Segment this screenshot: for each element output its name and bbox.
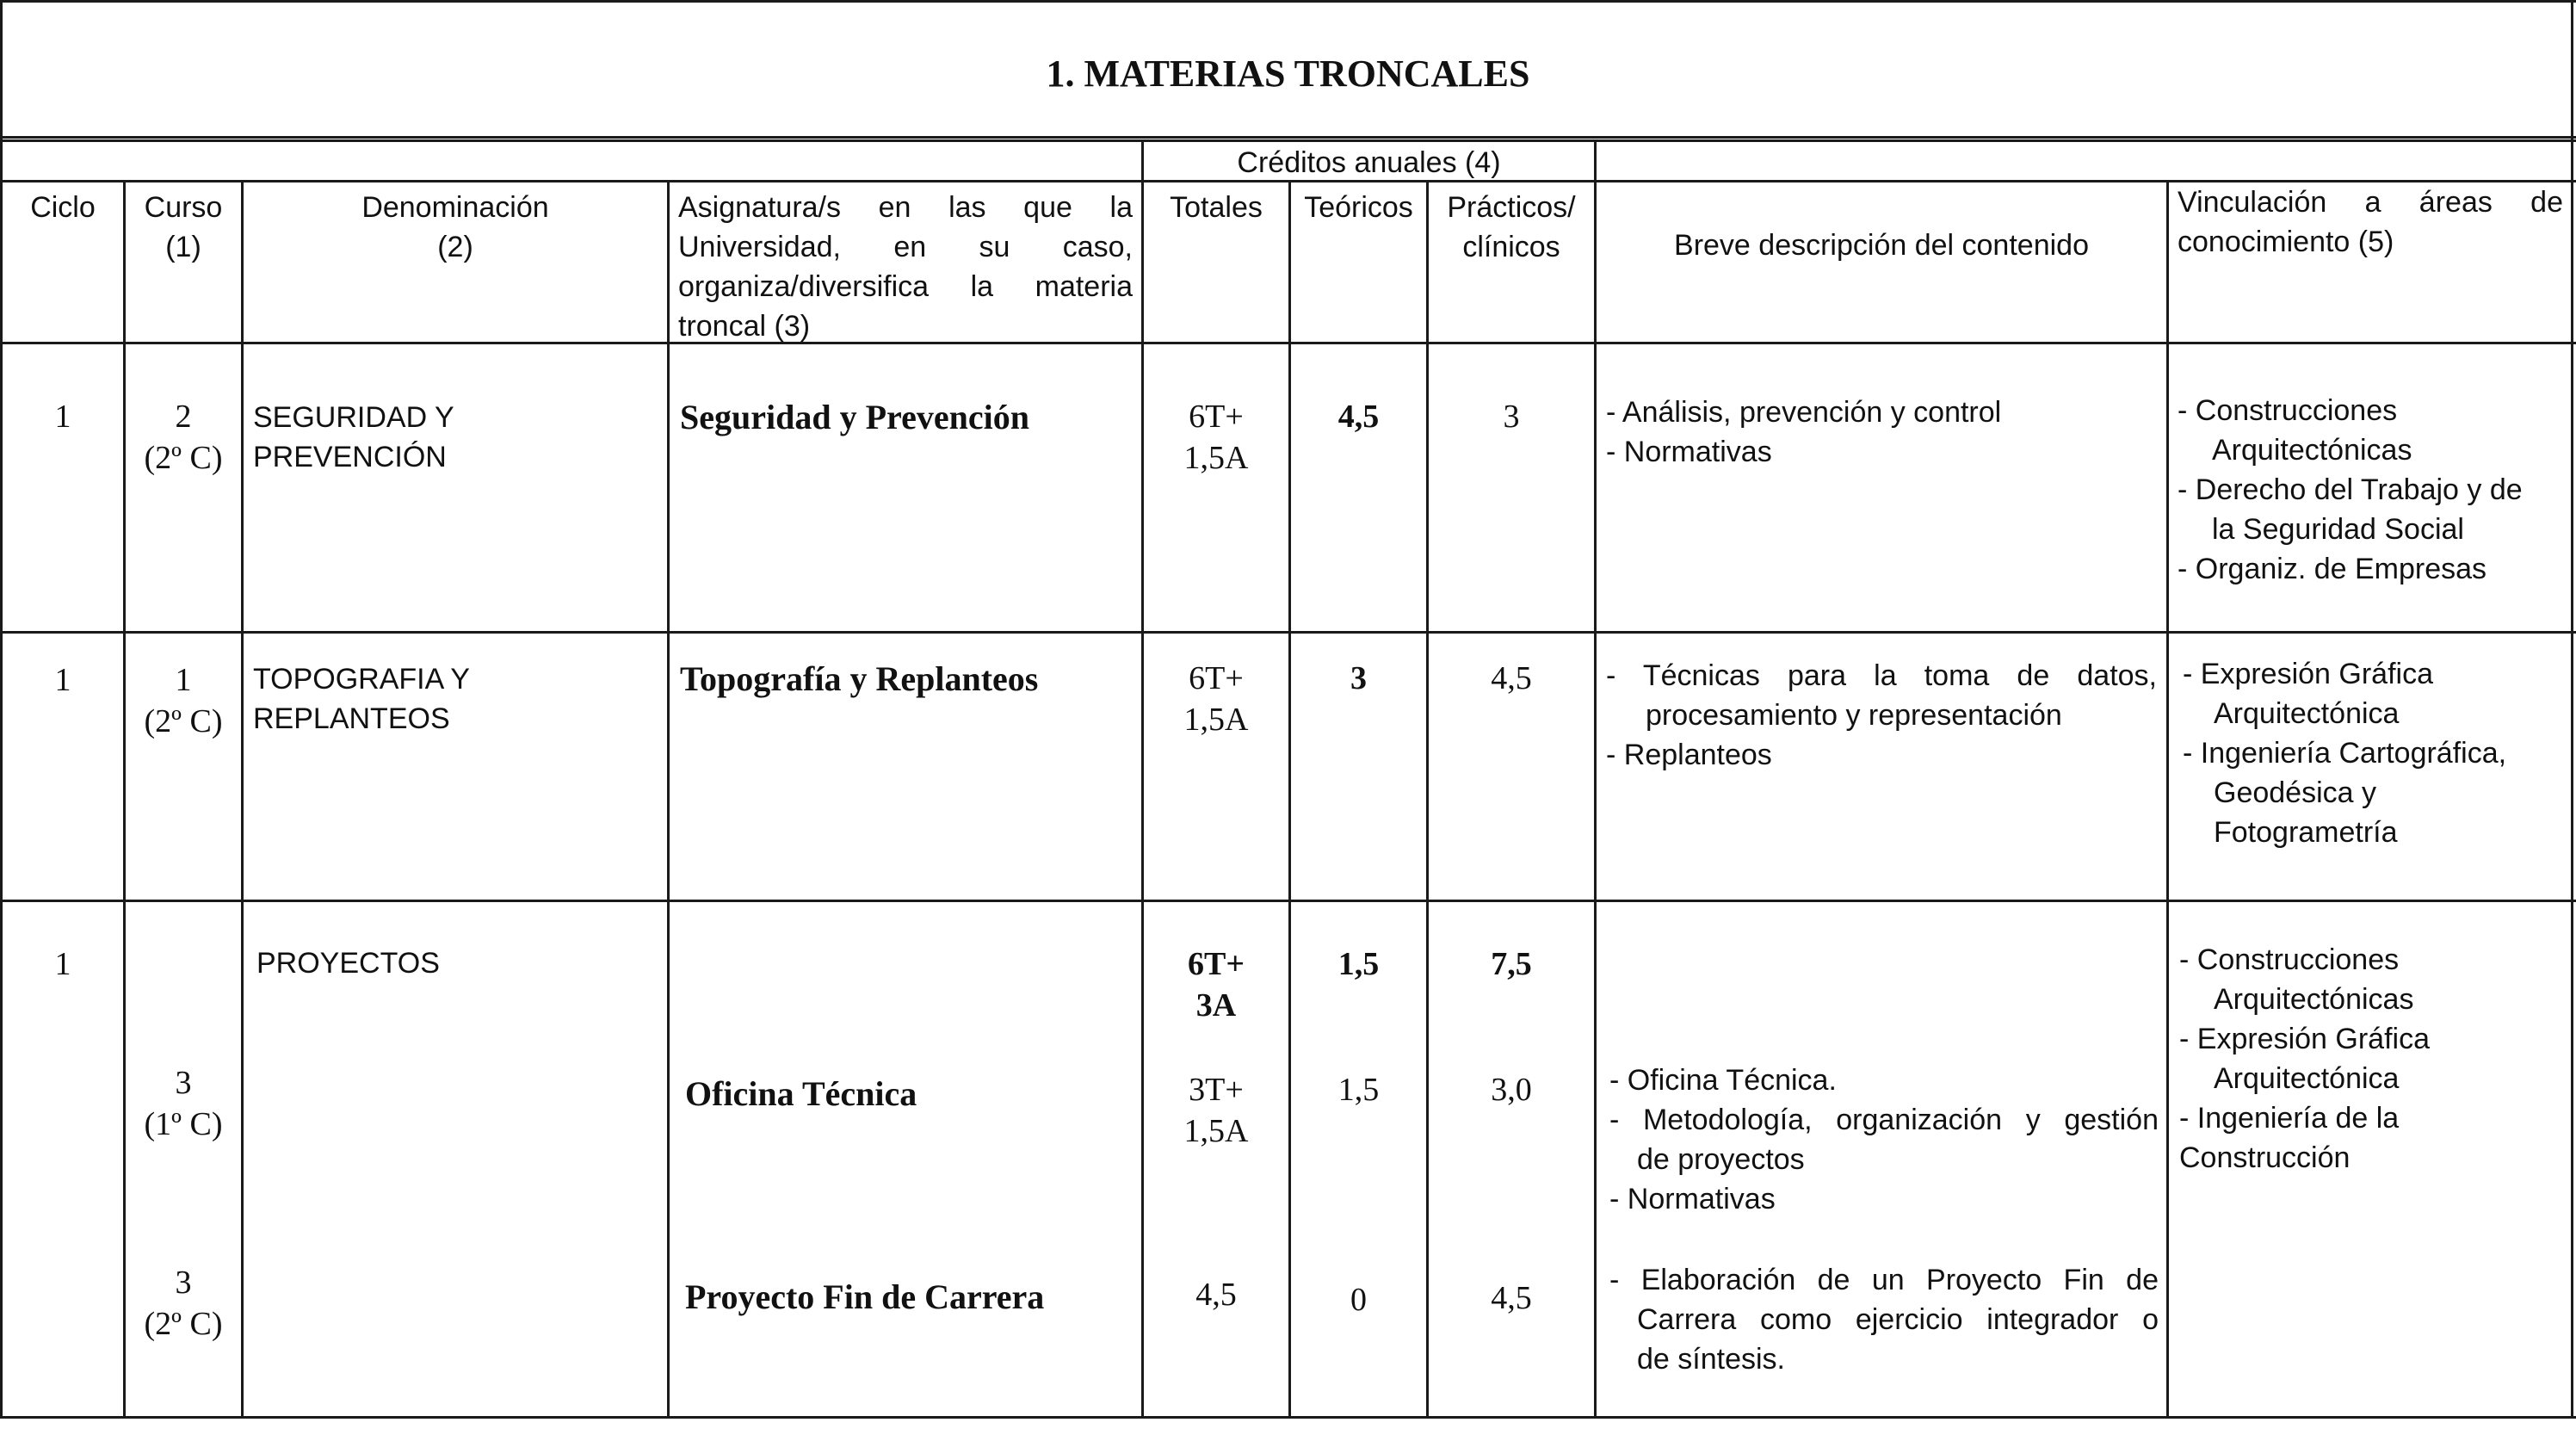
row2-ciclo: 1 <box>54 662 71 698</box>
row1-teoricos: 4,5 <box>1337 399 1380 435</box>
header-curso: Curso (1) <box>144 191 223 263</box>
sub1-totales: 3T+ 1,5A <box>1183 1072 1249 1149</box>
sub1-asignatura: Oficina Técnica <box>685 1074 917 1113</box>
row1-descripcion: - Análisis, prevención y control - Normativas <box>1606 396 2002 468</box>
col-divider-descripcion <box>2166 180 2169 1419</box>
header-denominacion: Denominación (2) <box>361 191 549 263</box>
row3-teoricos: 1,5 <box>1337 946 1380 982</box>
row1-totales: 6T+ 1,5A <box>1183 399 1249 476</box>
sub1-teoricos: 1,5 <box>1337 1072 1380 1108</box>
row3-ciclo: 1 <box>54 946 71 982</box>
header-vinculacion: Vinculación a áreas de conocimiento (5) <box>2178 186 2563 258</box>
row1-curso: 2 (2º C) <box>144 399 223 476</box>
row1-vinculacion: - Construcciones Arquitectónicas - Derecho del Trabajo y de la Seguridad Social - Organiz. de Empresas <box>2178 394 2523 585</box>
page-title: 1. MATERIAS TRONCALES <box>1046 53 1530 95</box>
sub2-totales: 4,5 <box>1195 1277 1237 1313</box>
col-divider-totales <box>1288 180 1291 1419</box>
sub1-descripcion: - Oficina Técnica. - Metodología, organización y gestión de proyectos - Normativas <box>1609 1064 2159 1215</box>
row2-teoricos: 3 <box>1350 660 1367 696</box>
sub2-asignatura: Proyecto Fin de Carrera <box>685 1277 1045 1316</box>
row2-denominacion: TOPOGRAFIA Y REPLANTEOS <box>253 663 470 735</box>
col-divider-ciclo <box>123 180 126 1419</box>
header-descripcion: Breve descripción del contenido <box>1674 229 2089 262</box>
sub2-descripcion: - Elaboración de un Proyecto Fin de Carrera como ejercicio integrador o de síntesis. <box>1609 1264 2159 1376</box>
title-box-top-border <box>0 0 2576 3</box>
table-left-border <box>0 139 3 1419</box>
table-right-border <box>2571 139 2573 1419</box>
sub2-practicos: 4,5 <box>1491 1280 1532 1316</box>
col-divider-denominacion <box>667 180 670 1419</box>
row3-practicos: 7,5 <box>1491 946 1532 982</box>
row1-practicos: 3 <box>1503 399 1520 435</box>
row2-practicos: 4,5 <box>1491 660 1532 696</box>
header-asignatura: Asignatura/s en las que la Universidad, en su caso, organiza/diversifica la materia troncal (3) <box>678 191 1133 343</box>
header-totales: Totales <box>1170 191 1263 224</box>
row2-totales: 6T+ 1,5A <box>1183 660 1249 738</box>
table-top-border <box>0 139 2576 142</box>
header-practicos: Prácticos/ clínicos <box>1447 191 1576 263</box>
header-teoricos: Teóricos <box>1304 191 1413 224</box>
row3-totales: 6T+ 3A <box>1188 946 1245 1024</box>
title-box-bottom-border <box>0 136 2576 139</box>
header-creditos-anuales: Créditos anuales (4) <box>1237 146 1501 179</box>
col-divider-curso <box>241 180 244 1419</box>
sub1-curso: 3 (1º C) <box>144 1065 223 1142</box>
row2-vinculacion: - Expresión Gráfica Arquitectónica - Ingeniería Cartográfica, Geodésica y Fotogrametría <box>2183 658 2507 849</box>
header-ciclo: Ciclo <box>30 191 96 224</box>
row1-denominacion: SEGURIDAD Y PREVENCIÓN <box>253 401 454 473</box>
row1-ciclo: 1 <box>54 399 71 435</box>
col-divider-practicos <box>1594 139 1597 1419</box>
sub2-teoricos: 0 <box>1350 1282 1367 1318</box>
row1-asignatura: Seguridad y Prevención <box>680 398 1029 436</box>
row2-asignatura: Topografía y Replanteos <box>680 659 1039 698</box>
row3-vinculacion: - Construcciones Arquitectónicas - Expresión Gráfica Arquitectónica - Ingeniería de la Construcción <box>2179 943 2430 1174</box>
row2-descripcion: - Técnicas para la toma de datos, procesamiento y representación - Replanteos <box>1606 659 2157 771</box>
row2-curso: 1 (2º C) <box>144 662 223 739</box>
row3-denominacion: PROYECTOS <box>256 947 440 980</box>
sub2-curso: 3 (2º C) <box>144 1265 223 1342</box>
col-divider-teoricos <box>1426 180 1429 1419</box>
sub1-practicos: 3,0 <box>1491 1072 1532 1108</box>
col-divider-asignatura <box>1141 139 1144 1419</box>
